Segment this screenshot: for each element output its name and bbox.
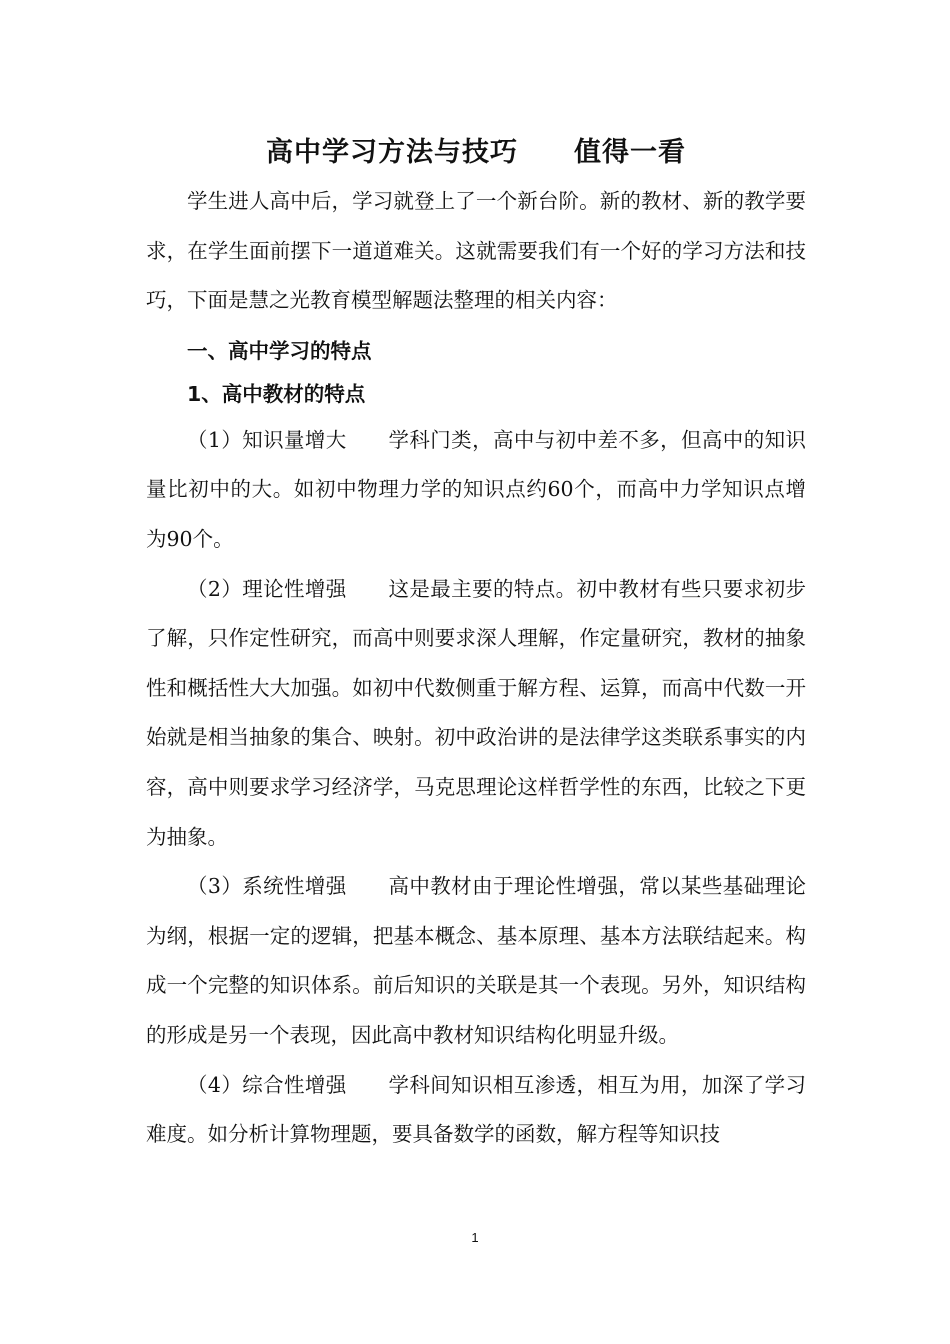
document-body xyxy=(146,133,806,1160)
document-title: 高中学习方法与技巧 值得一看 xyxy=(266,137,686,168)
subsection-heading: 1、高中教材的特点 xyxy=(187,381,366,406)
paragraph-theory: （2）理论性增强 这是最主要的特点。初中教材有些只要求初步了解，只作定性研究，而高中则要求深人理解，作定量研究，教材的抽象性和概括性大大加强。如初中代数侧重于解方程、运算，而高中代数一开始就是相当抽象的集合、映射。初中政治讲的是法律学这类联系事实的内容，高中则要求学习经济学，马克思理论这样哲学性的东西，比较之下更为抽象。 xyxy=(146,576,806,849)
paragraph-system: （3）系统性增强 高中教材由于理论性增强，常以某些基础理论为纲，根据一定的逻辑，把基本概念、基本原理、基本方法联结起来。构成一个完整的知识体系。前后知识的关联是其一个表现。另外，知识结构的形成是另一个表现，因此高中教材知识结构化明显升级。 xyxy=(146,874,806,1047)
paragraph-knowledge-volume: （1）知识量增大 学科门类，高中与初中差不多，但高中的知识量比初中的大。如初中物理力学的知识点约60个，而高中力学知识点增为90个。 xyxy=(146,427,806,551)
section-heading: 一、高中学习的特点 xyxy=(187,338,372,363)
intro-paragraph: 学生进人高中后，学习就登上了一个新台阶。新的教材、新的教学要求，在学生面前摆下一道道难关。这就需要我们有一个好的学习方法和技巧，下面是慧之光教育模型解题法整理的相关内容： xyxy=(146,189,806,313)
page-number: 1 xyxy=(471,1230,479,1245)
paragraph-comprehensive: （4）综合性增强 学科间知识相互渗透，相互为用，加深了学习难度。如分析计算物理题，要具备数学的函数，解方程等知识技 xyxy=(146,1072,806,1147)
